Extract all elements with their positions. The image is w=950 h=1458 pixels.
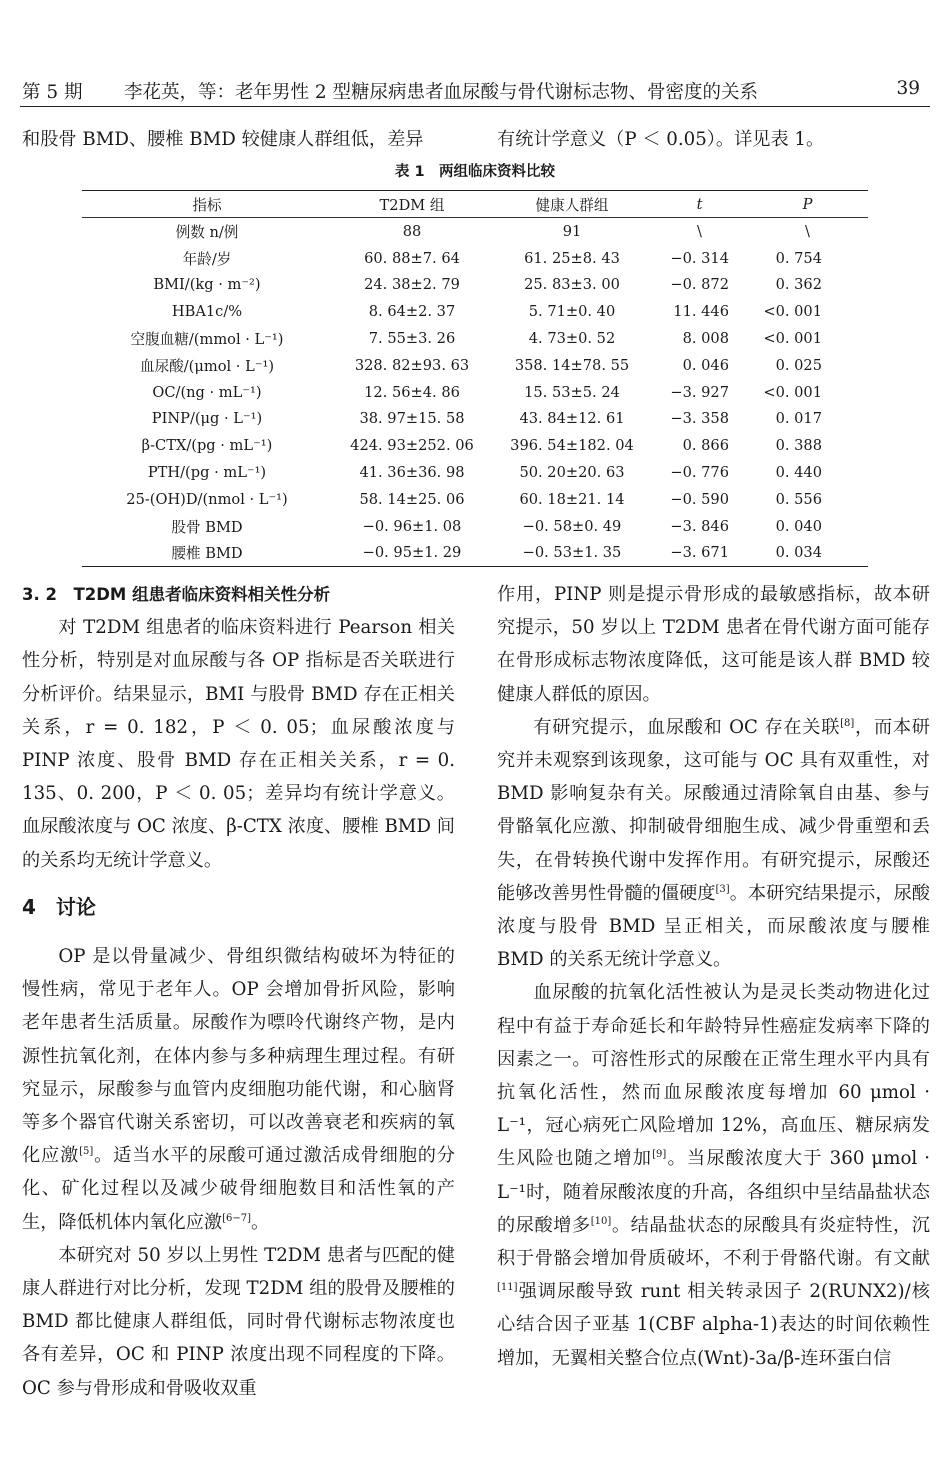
cell-t2dm: 424. 93±252. 06 [350,437,474,455]
citation-ref: [9] [652,1149,667,1161]
cell-p: <0. 001 [763,303,822,321]
cell-healthy: 50. 20±20. 63 [519,464,625,482]
left-column [22,578,455,1405]
discussion-paragraph-2: 本研究对 50 岁以上男性 T2DM 患者与匹配的健康人群进行对比分析，发现 T2DM 组的股骨及腰椎的 BMD 都比健康人群组低，同时骨代谢标志物浓度也各有差异，OC 和 PINP 浓度出现不同程度的下降。OC 参与骨形成和骨吸收双重 [22,1244,455,1399]
cell-t2dm: 24. 38±2. 79 [364,276,460,294]
table-row [82,432,868,459]
cell-indicator: PINP/(μg · L⁻¹) [151,410,263,428]
cell-indicator: 年龄/岁 [182,250,232,268]
citation-ref: [3] [715,883,730,895]
cell-healthy: −0. 53±1. 35 [492,540,652,567]
citation-ref: [11] [497,1282,518,1294]
cell-t2dm: −0. 96±1. 08 [362,517,462,535]
cell-healthy: 4. 73±0. 52 [528,330,616,348]
col-header-t2dm: T2DM 组 [332,191,492,218]
table-row [82,218,868,245]
cell-indicator: 股骨 BMD [171,518,243,536]
cell-indicator: OC/(ng · mL⁻¹) [152,383,262,401]
section-3-2-heading: 3. 2 T2DM 组患者临床资料相关性分析 [22,585,331,604]
text-run: 。本研究结果提示，尿酸浓度与股骨 BMD 呈正相关，而尿酸浓度与腰椎 BMD 的关系无统计学意义。 [497,882,930,971]
text-run: 有研究提示，血尿酸和 OC 存在关联 [533,716,841,738]
cell-p: 0. 440 [775,464,822,482]
citation-ref: [10] [590,1215,612,1227]
cell-t2dm: 8. 64±2. 37 [368,303,456,321]
cell-t: \ [697,222,702,240]
text-run: ，而本研究并未观察到该现象，这可能与 OC 具有双重性，对 BMD 影响复杂有关。尿酸通过清除氧自由基、参与骨骼氧化应激、抑制破骨细胞生成、减少骨重塑和丢失，在骨转换代谢中发挥作用。有研究提示，尿酸还能够改善男性骨髓的僵硬度 [497,716,930,904]
cell-t: 8. 008 [682,330,729,348]
cell-indicator: BMI/(kg · m⁻²) [153,276,261,294]
intro-left-line: 和股骨 BMD、腰椎 BMD 较健康人群组低，差异 [22,129,424,150]
table-row [82,540,868,567]
cell-healthy: 91 [562,222,582,240]
cell-indicator: HBA1c/% [171,303,243,321]
cell-t: −0. 872 [670,276,729,294]
cell-p: 0. 017 [775,410,822,428]
cell-healthy: 15. 53±5. 24 [524,383,620,401]
text-run: 强调尿酸导致 runt 相关转录因子 2(RUNX2)/核心结合因子亚基 1(CBF alpha-1)表达的时间依赖性增加，无翼相关整合位点(Wnt)-3a/β-连环蛋白信 [497,1281,930,1369]
text-run: 。结晶盐状态的尿酸具有炎症特性，沉积于骨骼会增加骨质破坏，不利于骨骼代谢。有文献 [497,1214,930,1270]
table-row [82,459,868,486]
cell-p: 0. 556 [775,490,822,508]
cell-healthy: 61. 25±8. 43 [524,249,620,267]
section-3-2-paragraph: 对 T2DM 组患者的临床资料进行 Pearson 相关性分析，特别是对血尿酸与各 OP 指标是否关联进行分析评价。结果显示，BMI 与股骨 BMD 存在正相关关系，r = 0. 182，P ＜ 0. 05；血尿酸浓度与 PINP 浓度、股骨 BMD 存在正相关关系，r = 0. 135、0. 200，P ＜ 0. 05；差异均有统计学意义。血尿酸浓度与 OC 浓度、β-CTX 浓度、腰椎 BMD 间的关系均无统计学意义。 [22,617,455,871]
cell-t: −0. 590 [670,490,729,508]
col-header-t: t [652,191,747,218]
table-row [82,486,868,513]
cell-healthy: 5. 71±0. 40 [528,303,616,321]
cell-indicator: 25-(OH)D/(nmol · L⁻¹) [126,490,288,508]
cell-t2dm: −0. 95±1. 29 [332,540,492,567]
cell-healthy: −0. 58±0. 49 [522,517,622,535]
intro-right-line: 有统计学意义（P ＜ 0.05）。详见表 1。 [497,129,825,150]
cell-p: 0. 388 [775,437,822,455]
cell-t: 11. 446 [673,303,729,321]
table-caption: 表 1 两组临床资料比较 [394,164,556,180]
table-row [82,298,868,325]
running-header [22,78,928,108]
cell-t: 0. 866 [682,437,729,455]
cell-p: 0. 034 [747,540,868,567]
cell-indicator: PTH/(pg · mL⁻¹) [147,464,267,482]
text-run: 血尿酸的抗氧化活性被认为是灵长类动物进化过程中有益于寿命延长和年龄特异性癌症发病率下降的因素之一。可溶性形式的尿酸在正常生理水平内具有抗氧化活性，然而血尿酸浓度每增加 60 μmol · L⁻¹，冠心病死亡风险增加 12%，高血压、糖尿病发生风险也随之增加 [497,982,930,1170]
cell-t: −3. 846 [670,517,729,535]
cell-t2dm: 41. 36±36. 98 [359,464,465,482]
cell-p: <0. 001 [763,383,822,401]
cell-healthy: 25. 83±3. 00 [524,276,620,294]
col-header-healthy: 健康人群组 [492,191,652,218]
table-row [82,513,868,540]
cell-indicator: 腰椎 BMD [82,540,332,567]
table-row [82,245,868,272]
cell-t2dm: 38. 97±15. 58 [359,410,465,428]
col-header-indicator: 指标 [82,191,332,218]
table-row [82,272,868,299]
cell-t2dm: 328. 82±93. 63 [354,356,470,374]
table-row [82,352,868,379]
cell-t2dm: 88 [402,222,422,240]
citation-ref: [5] [79,1146,94,1158]
table-row [82,379,868,406]
running-title: 李花英，等：老年男性 2 型糖尿病患者血尿酸与骨代谢标志物、骨密度的关系 [124,82,759,103]
cell-healthy: 60. 18±21. 14 [519,490,625,508]
citation-ref: [6−7] [222,1212,251,1224]
cell-t: 0. 046 [682,356,729,374]
discussion-paragraph-3: 作用，PINP 则是提示骨形成的最敏感指标，故本研究提示，50 岁以上 T2DM 患者在骨代谢方面可能存在骨形成标志物浓度降低，这可能是该人群 BMD 较健康人群低的原因。 [497,584,930,705]
cell-t2dm: 12. 56±4. 86 [364,383,460,401]
cell-t: −0. 314 [670,249,729,267]
page-number: 39 [896,78,920,99]
cell-healthy: 358. 14±78. 55 [514,356,630,374]
cell-t: −3. 358 [670,410,729,428]
cell-indicator: β-CTX/(pg · mL⁻¹) [141,437,273,455]
cell-p: 0. 362 [775,276,822,294]
text-run: 。适当水平的尿酸可通过激活成骨细胞的分化、矿化过程以及减少破骨细胞数目和活性氧的产生，降低机体内氧化应激 [22,1145,455,1233]
table-row [82,406,868,433]
cell-t: −0. 776 [670,464,729,482]
cell-indicator: 血尿酸/(μmol · L⁻¹) [139,357,275,375]
cell-indicator: 空腹血糖/(mmol · L⁻¹) [130,331,284,349]
cell-t: −3. 927 [670,383,729,401]
cell-t2dm: 60. 88±7. 64 [364,249,460,267]
discussion-paragraph-4 [497,711,930,977]
cell-p: <0. 001 [763,330,822,348]
cell-p: 0. 040 [775,517,822,535]
section-4-heading: 4 讨论 [22,894,96,919]
header-rule [20,106,930,107]
text-run: 。当尿酸浓度大于 360 μmol · L⁻¹时，随着尿酸浓度的升高，各组织中呈结晶盐状态的尿酸增多 [497,1148,930,1236]
right-column [497,578,930,1375]
cell-indicator: 例数 n/例 [175,223,239,241]
cell-healthy: 43. 84±12. 61 [519,410,625,428]
discussion-paragraph-5 [497,976,930,1374]
cell-p: \ [805,222,810,240]
cell-t2dm: 58. 14±25. 06 [359,490,465,508]
cell-p: 0. 754 [775,249,822,267]
table-header-row [82,191,868,218]
issue-number: 第 5 期 [22,82,83,103]
cell-t: −3. 671 [652,540,747,567]
table-1 [82,190,868,567]
cell-healthy: 396. 54±182. 04 [510,437,634,455]
cell-t2dm: 7. 55±3. 26 [368,330,456,348]
col-header-p: P [747,191,868,218]
citation-ref: [8] [840,717,855,729]
table-row [82,325,868,352]
text-run: OP 是以骨量减少、骨组织微结构破坏为特征的慢性病，常见于老年人。OP 会增加骨折风险，影响老年患者生活质量。尿酸作为嘌呤代谢终产物，是内源性抗氧化剂，在体内参与多种病理生理过程。有研究显示，尿酸参与血管内皮细胞功能代谢，和心脑肾等多个器官代谢关系密切，可以改善衰老和疾病的氧化应激 [22,946,455,1167]
discussion-paragraph-1 [22,940,455,1239]
text-run: 。 [250,1211,270,1233]
cell-p: 0. 025 [775,356,822,374]
